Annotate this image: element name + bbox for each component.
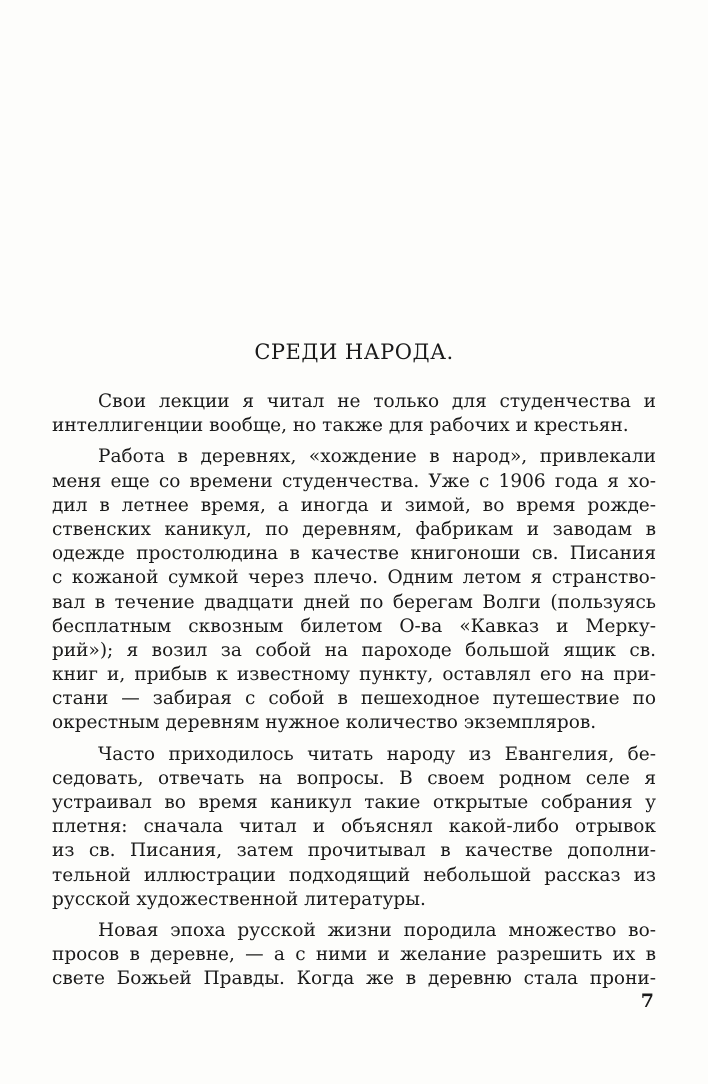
text-line: бесплатным сквозным билетом О-ва «Кавказ и Мерку-: [52, 615, 656, 637]
text-line: дил в летнее время, а иногда и зимой, во время рожде-: [52, 494, 656, 516]
text-line: вал в течение двадцати дней по берегам Волги (пользуясь: [52, 591, 656, 613]
text-line: плетня: сначала читал и объяснял какой-либо отрывок: [52, 816, 656, 838]
page-number: 7: [640, 990, 654, 1012]
chapter-heading: СРЕДИ НАРОДА.: [254, 340, 454, 364]
text-line: стани — забирая с собой в пешеходное путешествие по: [52, 688, 656, 710]
text-line: седовать, отвечать на вопросы. В своем родном селе я: [52, 767, 656, 789]
text-line: ственских каникул, по деревням, фабрикам и заводам в: [52, 518, 656, 540]
body-text: [52, 390, 656, 992]
paragraph: [52, 919, 656, 992]
text-line: Часто приходилось читать народу из Евангелия, бе-: [98, 743, 656, 765]
text-line: одежде простолюдина в качестве книгоноши св. Писания: [52, 543, 656, 565]
text-line: Новая эпоха русской жизни породила множество во-: [98, 919, 656, 941]
text-line: рий»); я возил за собой на пароходе большой ящик св.: [52, 639, 656, 661]
text-line: Свои лекции я читал не только для студенчества и: [98, 391, 656, 412]
paragraph: [52, 390, 656, 438]
text-line: свете Божьей Правды. Когда же в деревню стала прони-: [52, 968, 656, 990]
text-line: устраивал во время каникул такие открытые собрания у: [52, 792, 656, 813]
text-line: с кожаной сумкой через плечо. Одним летом я странство-: [52, 567, 656, 589]
text-line: русской художественной литературы.: [52, 888, 426, 910]
text-line: окрестным деревням нужное количество экземпляров.: [52, 712, 597, 734]
text-line: книг и, прибыв к известному пункту, оставлял его на при-: [52, 664, 656, 686]
paragraph: [52, 445, 656, 735]
text-line: меня еще со времени студенчества. Уже с 1906 года я хо-: [52, 470, 656, 492]
text-line: интеллигенции вообще, но также для рабочих и крестьян.: [52, 415, 629, 437]
text-line: Работа в деревнях, «хождение в народ», привлекали: [98, 446, 656, 468]
text-line: просов в деревне, — а с ними и желание разрешить их в: [52, 944, 656, 966]
text-line: из св. Писания, затем прочитывал в качестве дополни-: [52, 840, 656, 862]
text-line: тельной иллюстрации подходящий небольшой рассказ из: [52, 864, 656, 886]
paragraph: [52, 743, 656, 912]
